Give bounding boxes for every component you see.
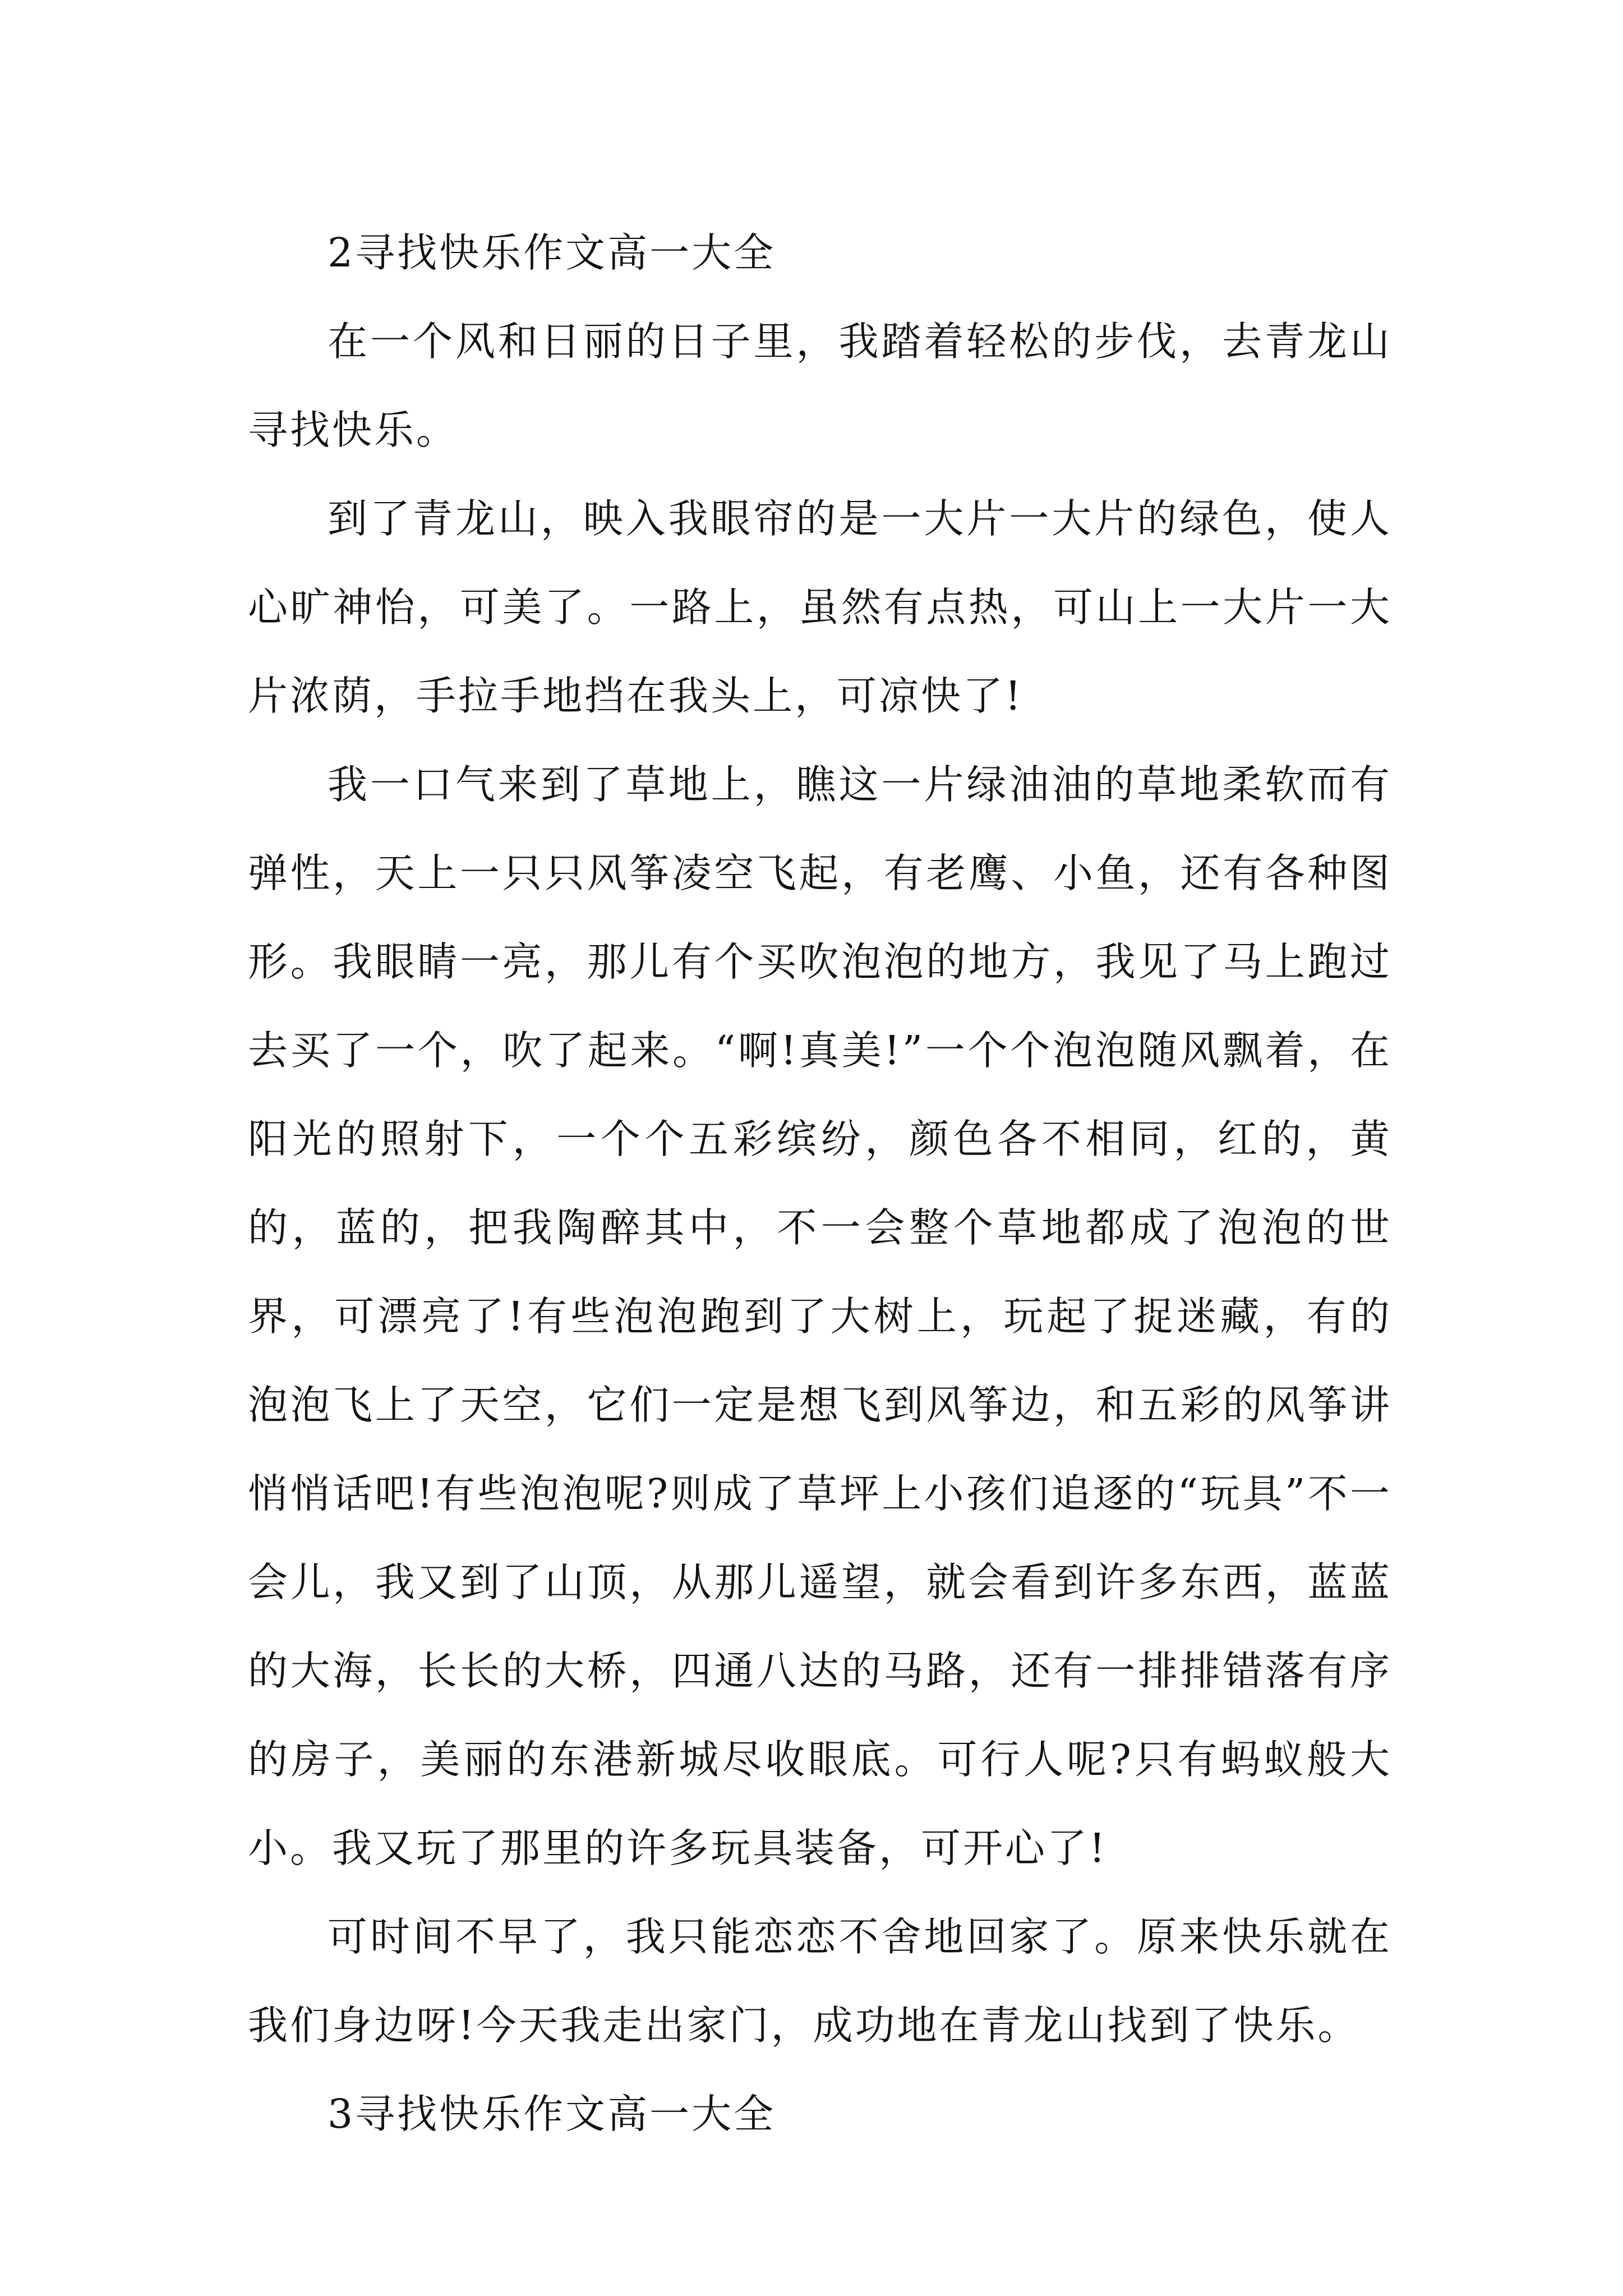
paragraph-2: 到了青龙山，映入我眼帘的是一大片一大片的绿色，使人心旷神怡，可美了。一路上，虽然有点热，可山上一大片一大片浓荫，手拉手地挡在我头上，可凉快了! bbox=[248, 495, 1392, 719]
paragraph-3: 我一口气来到了草地上，瞧这一片绿油油的草地柔软而有弹性，天上一只只风筝凌空飞起，有老鹰、小鱼，还有各种图形。我眼睛一亮，那儿有个买吹泡泡的地方，我见了马上跑过去买了一个，吹了起来。“啊!真美!”一个个泡泡随风飘着，在阳光的照射下，一个个五彩缤纷，颜色各不相同，红的，黄的，蓝的，把我陶醉其中，不一会整个草地都成了泡泡的世界，可漂亮了!有些泡泡跑到了大树上，玩起了捉迷藏，有的泡泡飞上了天空，它们一定是想飞到风筝边，和五彩的风筝讲悄悄话吧!有些泡泡呢?则成了草坪上小孩们追逐的“玩具”不一会儿，我又到了山顶，从那儿遥望，就会看到许多东西，蓝蓝的大海，长长的大桥，四通八达的马路，还有一排排错落有序的房子，美丽的东港新城尽收眼底。可行人呢?只有蚂蚁般大小。我又玩了那里的许多玩具装备，可开心了! bbox=[248, 761, 1392, 1871]
section-3-heading: 3寻找快乐作文高一大全 bbox=[328, 2091, 776, 2137]
section-2-heading: 2寻找快乐作文高一大全 bbox=[328, 229, 776, 276]
essay-text-block bbox=[248, 209, 1392, 2159]
paragraph-4: 可时间不早了，我只能恋恋不舍地回家了。原来快乐就在我们身边呀!今天我走出家门，成功地在青龙山找到了快乐。 bbox=[248, 1913, 1392, 2049]
paragraph-1: 在一个风和日丽的日子里，我踏着轻松的步伐，去青龙山寻找快乐。 bbox=[248, 318, 1392, 453]
